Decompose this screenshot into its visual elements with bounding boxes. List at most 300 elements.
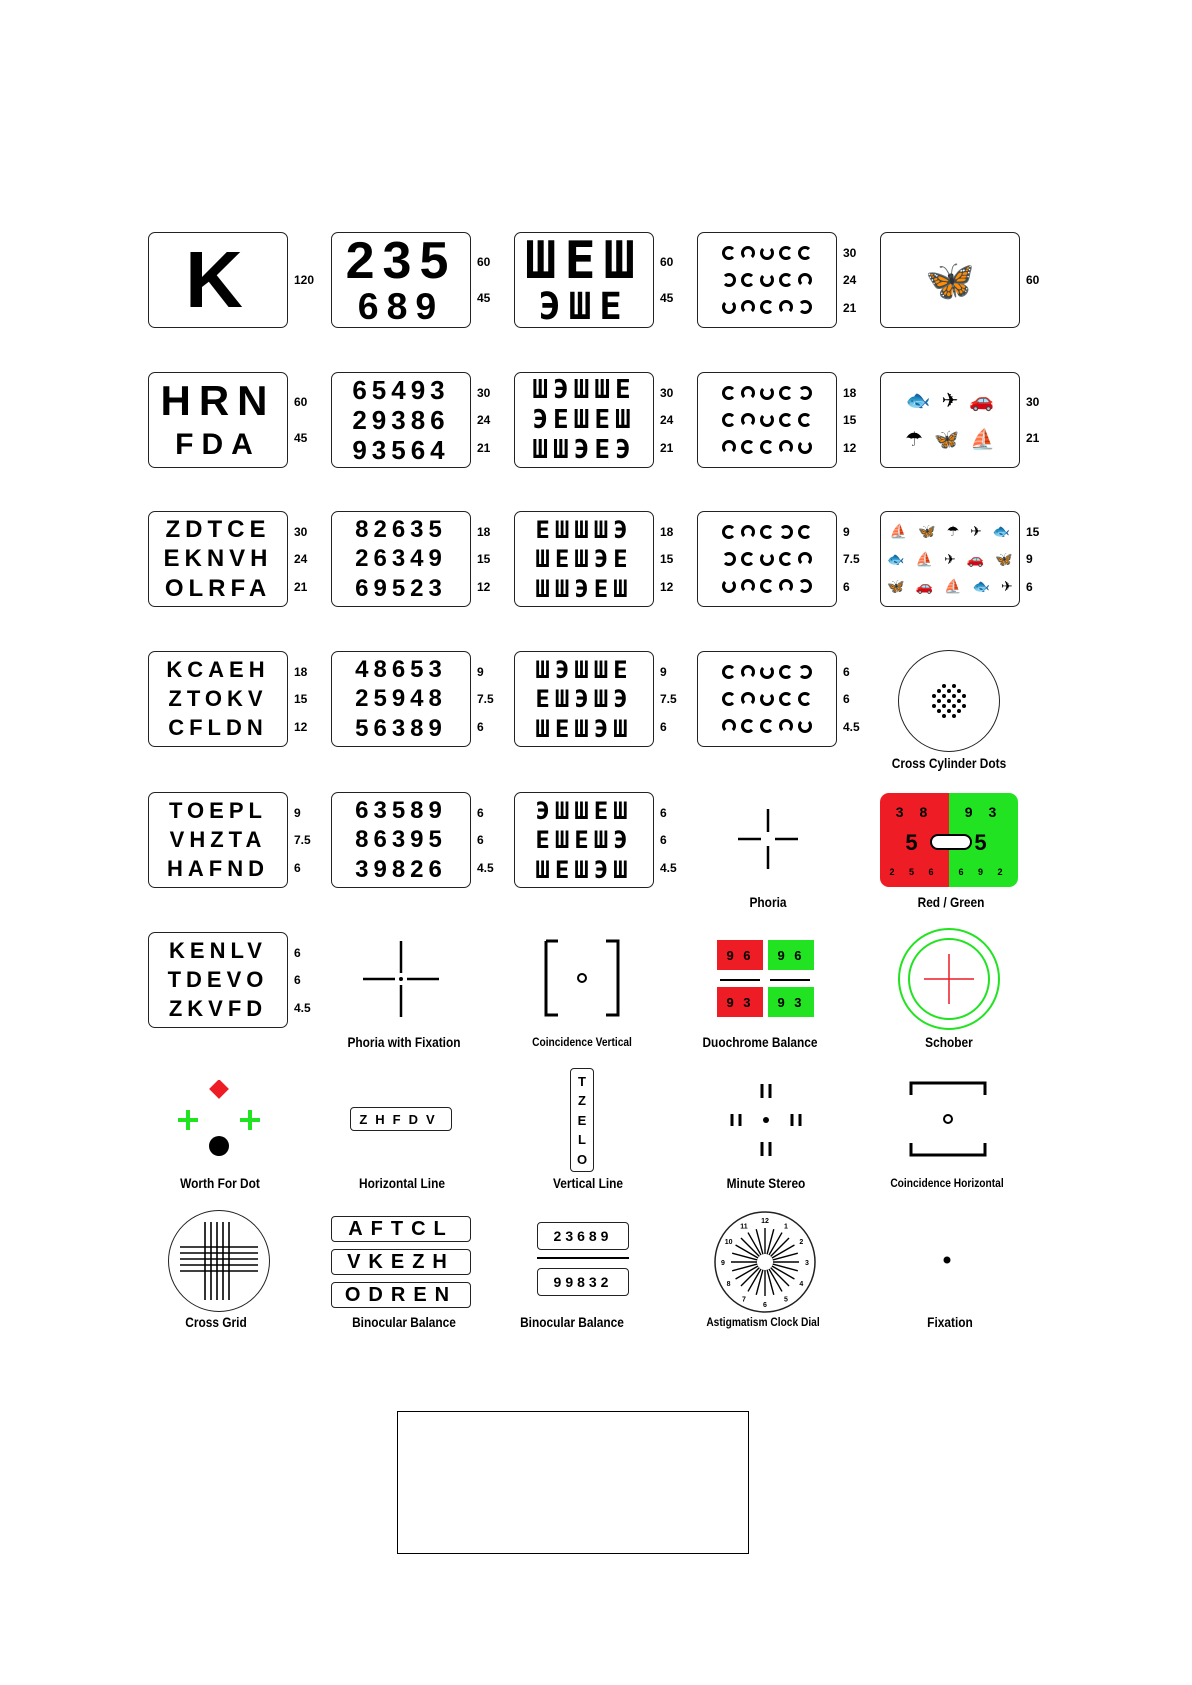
dot: [942, 694, 946, 698]
acuity-card: [148, 792, 288, 888]
size-label: 9: [843, 524, 850, 539]
clock-number: 3: [805, 1260, 809, 1267]
landolt-ring: [779, 246, 793, 260]
caption-vertical-line: Vertical Line: [552, 1175, 624, 1191]
acuity-card: [514, 511, 654, 607]
fixation-dot: [944, 1257, 951, 1264]
phoria-fixation-cross: [361, 939, 441, 1019]
stereo-bar: [732, 1114, 740, 1126]
size-label: 4.5: [294, 1000, 311, 1015]
size-label: 12: [294, 719, 308, 734]
optotype-row: EШШШЭ: [535, 515, 633, 544]
optotype-row: ЭEШEШ: [532, 405, 636, 435]
phoria-cross: [733, 804, 803, 874]
size-label: 15: [1026, 524, 1040, 539]
size-label: 18: [843, 385, 857, 400]
optotype-row: HAFND: [167, 856, 269, 881]
size-labels: [477, 511, 490, 607]
binocular-separator: [537, 1255, 629, 1261]
size-labels: [294, 792, 311, 888]
size-label: 45: [294, 431, 308, 446]
dot: [947, 699, 951, 703]
size-label: 6: [843, 579, 850, 594]
dot: [962, 694, 966, 698]
landolt-row: [722, 579, 812, 593]
fixation-dot: [399, 977, 403, 981]
landolt-ring: [760, 692, 774, 706]
center-ring: [944, 1115, 952, 1123]
optotype-row: 26349: [355, 545, 447, 572]
coincidence-horizontal: [908, 1079, 988, 1159]
landolt-ring: [741, 300, 755, 314]
size-label: 4.5: [843, 719, 860, 734]
size-label: 4.5: [660, 860, 677, 875]
acuity-card: [148, 511, 288, 607]
center-ring: [578, 974, 586, 982]
landolt-row: [722, 386, 812, 400]
landolt-ring: [798, 719, 812, 733]
landolt-ring: [722, 440, 736, 454]
landolt-ring: [779, 273, 793, 287]
red-diamond: [209, 1080, 229, 1099]
acuity-card: [880, 372, 1020, 468]
size-labels: [843, 232, 856, 328]
acuity-card: [514, 372, 654, 468]
vertical-letter: E: [577, 1112, 587, 1128]
dot: [952, 714, 956, 718]
dot: [932, 694, 936, 698]
dot: [957, 709, 961, 713]
binocular-letter-row: VKEZH: [331, 1249, 471, 1275]
symbol-icon: ✈: [944, 550, 956, 567]
card-rows: [515, 512, 653, 606]
symbol-icon: 🚗: [915, 578, 934, 595]
dot: [957, 699, 961, 703]
clock-number: 5: [784, 1296, 788, 1304]
optotype-row: ШEШЭE: [535, 545, 633, 573]
acuity-card: [331, 651, 471, 747]
card-rows: [149, 512, 287, 606]
optotype-row: 39826: [355, 855, 447, 883]
size-labels: [294, 372, 307, 468]
caption-red-green: Red / Green: [917, 894, 985, 910]
landolt-ring: [741, 386, 755, 400]
bracket: [911, 1083, 985, 1155]
landolt-ring: [798, 692, 812, 706]
vertical-letter: L: [578, 1132, 586, 1147]
astigmatism-clock-dial: [713, 1210, 817, 1314]
stereo-bar: [792, 1114, 800, 1126]
card-rows: [515, 230, 653, 329]
landolt-row: [722, 273, 812, 287]
rg-mid: 5: [974, 830, 993, 855]
landolt-ring: [779, 386, 793, 400]
card-rows: [332, 373, 470, 467]
symbol-icon: 🦋: [887, 578, 905, 595]
landolt-row: [722, 692, 812, 706]
size-label: 15: [477, 552, 491, 566]
size-label: 9: [660, 664, 667, 679]
optotype-row: VHZTA: [169, 827, 267, 852]
optotype-row: 689: [357, 285, 445, 328]
acuity-card: [331, 372, 471, 468]
size-labels: [660, 372, 673, 468]
size-label: 6: [1026, 579, 1033, 594]
card-rows: [515, 793, 653, 887]
size-label: 30: [660, 385, 674, 400]
size-label: 6: [660, 719, 667, 734]
landolt-ring: [760, 246, 774, 260]
landolt-ring: [798, 413, 812, 427]
size-label: 7.5: [294, 833, 311, 847]
landolt-row: [722, 440, 812, 454]
size-label: 6: [477, 719, 484, 734]
caption-phoria: Phoria: [749, 894, 787, 910]
binocular-letter-row: AFTCL: [331, 1216, 471, 1242]
optotype-row: 65493: [352, 375, 450, 405]
card-rows: [149, 793, 287, 887]
clock-number: 4: [799, 1281, 804, 1288]
optotype-row: 82635: [355, 515, 447, 543]
size-label: 120: [294, 273, 315, 287]
landolt-row: [722, 552, 812, 566]
size-labels: [843, 511, 860, 607]
size-label: 60: [660, 254, 674, 269]
caption-binocular-balance-1: Binocular Balance: [352, 1314, 456, 1330]
acuity-card: [148, 372, 288, 468]
optotype-row: OLRFA: [164, 574, 272, 602]
size-labels: [477, 651, 494, 747]
acuity-card: [148, 232, 288, 328]
landolt-ring: [741, 719, 755, 733]
size-label: 45: [660, 291, 674, 306]
size-label: 12: [660, 579, 674, 594]
landolt-ring: [779, 552, 793, 566]
horizontal-line-card: ZHFDV: [350, 1107, 452, 1131]
dot: [937, 689, 941, 693]
optotype-row: 29386: [352, 405, 450, 435]
schober-target: [896, 926, 1002, 1032]
optotype-row: 63589: [355, 796, 447, 824]
clock-number: 2: [799, 1239, 804, 1246]
caption-schober: Schober: [925, 1034, 973, 1050]
size-labels: [660, 232, 673, 328]
optotype-row: ZDTCE: [165, 515, 271, 543]
dot: [952, 704, 956, 708]
stereo-bar: [762, 1142, 770, 1156]
size-label: 21: [477, 440, 491, 455]
size-label: 6: [294, 860, 301, 875]
symbol-row: [887, 578, 1012, 595]
optotype-row: CFLDN: [168, 715, 268, 740]
symbol-icon: ⛵: [969, 429, 995, 452]
duochrome-block: 9 6: [717, 940, 763, 970]
binocular-number-row: 99832: [537, 1268, 629, 1296]
optotype-row: ZKVFD: [168, 996, 268, 1021]
black-dot: [209, 1136, 229, 1156]
clock-number: 7: [742, 1296, 746, 1304]
optotype-row: ЭШШEШ: [535, 796, 633, 825]
acuity-card: [514, 232, 654, 328]
landolt-ring: [798, 300, 812, 314]
optotype-row: 235: [345, 231, 457, 290]
landolt-ring: [722, 579, 736, 593]
red-green-card: [880, 793, 1018, 887]
caption-worth: Worth For Dot: [180, 1175, 260, 1191]
dot: [942, 704, 946, 708]
landolt-row: [722, 719, 812, 733]
size-label: 24: [843, 273, 857, 287]
clock-number: 6: [763, 1302, 767, 1309]
landolt-ring: [779, 300, 793, 314]
optotype-row: 25948: [355, 685, 447, 712]
landolt-ring: [722, 552, 736, 566]
caption-clock-dial: Astigmatism Clock Dial: [706, 1315, 820, 1329]
symbol-row: [887, 551, 1012, 568]
landolt-ring: [760, 300, 774, 314]
size-labels: [1026, 232, 1039, 328]
size-label: 45: [477, 291, 491, 306]
symbol-row: [925, 257, 975, 304]
landolt-ring: [722, 273, 736, 287]
size-label: 7.5: [660, 692, 677, 706]
size-labels: [660, 511, 673, 607]
size-label: 6: [843, 664, 850, 679]
landolt-ring: [741, 246, 755, 260]
clock-number: 10: [724, 1239, 733, 1246]
blank-panel: [397, 1411, 749, 1554]
cross-cylinder-dots: [919, 671, 979, 731]
size-label: 4.5: [477, 860, 494, 875]
symbol-icon: 🦋: [925, 258, 975, 303]
bracket: [546, 941, 618, 1015]
symbol-icon: 🐟: [887, 550, 905, 567]
symbol-icon: 🦋: [918, 522, 936, 539]
optotype-row: ZTOKV: [168, 686, 268, 711]
landolt-ring: [798, 246, 812, 260]
size-label: 21: [1026, 431, 1040, 446]
rg-top: 9 3: [964, 803, 1003, 820]
landolt-ring: [760, 525, 774, 539]
acuity-card: [697, 232, 837, 328]
optotype-row: 48653: [355, 655, 447, 683]
red-cross: [924, 954, 974, 1004]
size-label: 6: [660, 833, 667, 847]
landolt-ring: [779, 413, 793, 427]
optotype-row: ШЭШШE: [535, 655, 633, 684]
caption-fixation: Fixation: [927, 1314, 973, 1330]
optotype-row: 86395: [355, 826, 447, 853]
optotype-row: 69523: [355, 574, 447, 602]
optotype-row: K: [185, 235, 251, 324]
dot: [962, 704, 966, 708]
card-rows: [698, 233, 836, 327]
size-labels: [660, 651, 677, 747]
optotype-row: ШEШ: [525, 230, 643, 291]
caption-duochrome: Duochrome Balance: [702, 1034, 818, 1050]
optotype-row: KENLV: [169, 938, 267, 963]
rg-oval: [930, 834, 972, 850]
landolt-ring: [779, 525, 793, 539]
card-rows: [881, 233, 1019, 327]
symbol-row: [905, 427, 995, 452]
acuity-card: [697, 651, 837, 747]
size-label: 6: [477, 833, 484, 847]
size-labels: [477, 232, 490, 328]
center-dot: [763, 1117, 769, 1123]
landolt-ring: [798, 386, 812, 400]
duochrome-block: 9 3: [768, 987, 814, 1017]
size-labels: [660, 792, 677, 888]
optotype-row: EШEШЭ: [535, 826, 633, 854]
acuity-card: [148, 651, 288, 747]
symbol-row: [890, 523, 1011, 540]
dot: [932, 704, 936, 708]
landolt-ring: [760, 440, 774, 454]
dot: [947, 689, 951, 693]
landolt-row: [722, 525, 812, 539]
rg-bot: 2 5 6: [889, 866, 940, 877]
landolt-ring: [741, 273, 755, 287]
size-label: 24: [294, 552, 308, 566]
card-rows: [515, 652, 653, 746]
landolt-ring: [741, 440, 755, 454]
stereo-bar: [762, 1084, 770, 1098]
symbol-icon: 🚗: [969, 389, 995, 412]
size-label: 30: [1026, 394, 1040, 409]
size-label: 9: [1026, 552, 1033, 566]
landolt-ring: [760, 552, 774, 566]
size-labels: [843, 651, 860, 747]
caption-coincidence-vertical: Coincidence Vertical: [532, 1035, 632, 1049]
acuity-card: [331, 511, 471, 607]
card-rows: [881, 373, 1019, 467]
card-rows: [881, 512, 1019, 606]
vertical-letter: O: [576, 1151, 588, 1167]
landolt-ring: [760, 386, 774, 400]
acuity-card: [697, 511, 837, 607]
landolt-ring: [798, 579, 812, 593]
size-label: 6: [294, 945, 301, 960]
optotype-row: KCAEH: [166, 657, 270, 682]
symbol-icon: ✈: [1001, 578, 1013, 595]
landolt-ring: [760, 273, 774, 287]
vertical-letter: T: [578, 1073, 586, 1089]
optotype-row: EШЭШЭ: [535, 685, 633, 713]
acuity-card: [514, 651, 654, 747]
cross-grid: [168, 1210, 270, 1312]
size-label: 30: [477, 385, 491, 400]
symbol-icon: 🦋: [995, 550, 1013, 567]
size-label: 24: [477, 413, 491, 427]
optotype-row: FDA: [175, 427, 261, 461]
card-rows: [149, 233, 287, 327]
landolt-ring: [798, 525, 812, 539]
landolt-ring: [779, 665, 793, 679]
acuity-card: [514, 792, 654, 888]
symbol-icon: ✈: [941, 389, 959, 412]
symbol-icon: 🐟: [972, 578, 990, 595]
symbol-icon: ☂: [946, 522, 960, 539]
symbol-icon: ⛵: [915, 550, 934, 567]
landolt-ring: [760, 719, 774, 733]
size-label: 9: [294, 805, 301, 820]
size-label: 6: [477, 805, 484, 820]
optotype-row: TOEPL: [169, 798, 267, 823]
size-label: 21: [294, 579, 308, 594]
size-labels: [843, 372, 856, 468]
landolt-ring: [722, 719, 736, 733]
landolt-ring: [722, 300, 736, 314]
optotype-row: HRN: [160, 377, 276, 425]
symbol-icon: 🐟: [992, 522, 1011, 539]
acuity-card: [148, 932, 288, 1028]
acuity-card: [331, 792, 471, 888]
caption-cross-grid: Cross Grid: [185, 1314, 247, 1330]
size-label: 15: [294, 692, 308, 706]
card-rows: [149, 652, 287, 746]
landolt-ring: [760, 665, 774, 679]
landolt-ring: [741, 413, 755, 427]
size-label: 6: [660, 805, 667, 820]
size-label: 18: [660, 524, 674, 539]
card-rows: [332, 652, 470, 746]
clock-number: 1: [784, 1223, 788, 1231]
optotype-row: 93564: [352, 435, 450, 465]
size-label: 18: [294, 664, 308, 679]
optotype-row: ШEШЭШ: [535, 714, 633, 743]
coincidence-vertical: [542, 938, 622, 1018]
optotype-row: 56389: [355, 714, 447, 742]
size-label: 15: [660, 552, 674, 566]
card-rows: [698, 373, 836, 467]
symbol-icon: ☂: [905, 429, 924, 452]
caption-minute-stereo: Minute Stereo: [726, 1175, 806, 1191]
card-rows: [149, 933, 287, 1027]
size-labels: [477, 372, 490, 468]
size-label: 15: [843, 413, 857, 427]
caption-phoria-fixation: Phoria with Fixation: [347, 1034, 461, 1050]
landolt-ring: [741, 692, 755, 706]
acuity-card: [880, 232, 1020, 328]
optotype-row: ШEШЭШ: [535, 855, 633, 884]
optotype-row: TDEVO: [167, 967, 269, 992]
symbol-icon: ⛵: [889, 522, 908, 539]
landolt-row: [722, 413, 812, 427]
size-labels: [477, 792, 494, 888]
size-label: 60: [477, 254, 491, 269]
size-labels: [1026, 511, 1039, 607]
optotype-row: EKNVH: [163, 545, 273, 572]
dot: [937, 699, 941, 703]
landolt-ring: [779, 719, 793, 733]
dot: [957, 689, 961, 693]
landolt-ring: [722, 692, 736, 706]
size-labels: [1026, 372, 1039, 468]
landolt-row: [722, 246, 812, 260]
landolt-ring: [779, 692, 793, 706]
minute-stereo: [726, 1080, 806, 1160]
green-cross: [240, 1110, 260, 1130]
symbol-icon: 🚗: [966, 550, 985, 567]
card-rows: [698, 652, 836, 746]
size-label: 6: [843, 692, 850, 706]
landolt-ring: [722, 665, 736, 679]
landolt-ring: [741, 665, 755, 679]
landolt-ring: [741, 525, 755, 539]
duochrome-divider: [715, 972, 815, 988]
landolt-ring: [798, 665, 812, 679]
